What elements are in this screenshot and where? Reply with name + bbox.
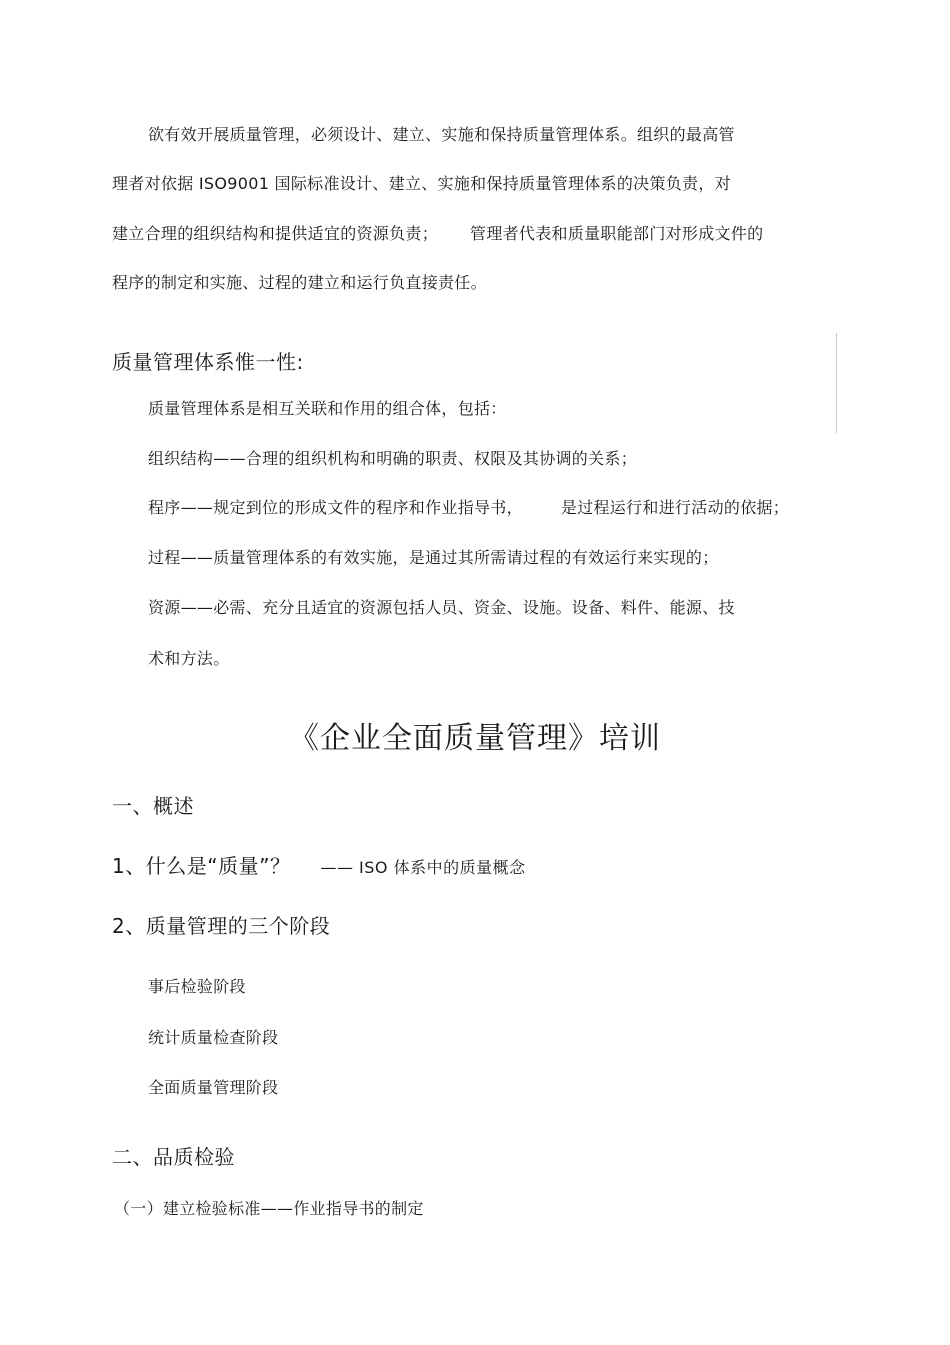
training-title: 《企业全面质量管理》培训 — [289, 721, 661, 756]
stage-item: 事后检验阶段 — [148, 977, 246, 996]
intro-line-2: 理者对依据 ISO9001 国际标准设计、建立、实施和保持质量管理体系的决策负责，对 — [112, 174, 731, 193]
stage-item: 统计质量检查阶段 — [148, 1028, 279, 1047]
item-procedure — [148, 498, 789, 518]
section-inspection: 二、品质检验 — [112, 1145, 235, 1169]
stage-item: 全面质量管理阶段 — [148, 1078, 279, 1097]
subsection-standard: （一）建立检验标准——作业指导书的制定 — [114, 1199, 424, 1218]
margin-rule — [836, 333, 837, 433]
item-organization: 组织结构——合理的组织机构和明确的职责、权限及其协调的关系； — [148, 449, 638, 468]
intro-line-3a: 建立合理的组织结构和提供适宜的资源负责； — [112, 224, 439, 243]
intro-line-4: 程序的制定和实施、过程的建立和运行负直接责任。 — [112, 273, 487, 292]
item-procedure-a: 程序——规定到位的形成文件的程序和作业指导书， — [148, 498, 523, 517]
intro-line-3 — [112, 224, 763, 244]
intro-line-3b: 管理者代表和质量职能部门对形成文件的 — [470, 224, 764, 243]
section-overview: 一、概述 — [112, 794, 194, 818]
item-procedure-b: 是过程运行和进行活动的依据； — [560, 498, 790, 517]
uniqueness-lead: 质量管理体系是相互关联和作用的组合体，包括： — [148, 399, 507, 418]
question-quality-b: —— ISO 体系中的质量概念 — [320, 858, 526, 877]
item-resource-2: 术和方法。 — [148, 649, 230, 668]
question-quality-a: 1、什么是“质量”？ — [112, 854, 291, 878]
question-stages: 2、质量管理的三个阶段 — [112, 914, 331, 938]
item-process: 过程——质量管理体系的有效实施，是通过其所需请过程的有效运行来实现的； — [148, 548, 719, 567]
question-quality — [112, 853, 526, 881]
uniqueness-heading: 质量管理体系惟一性: — [112, 350, 304, 374]
intro-line-1: 欲有效开展质量管理，必须设计、建立、实施和保持质量管理体系。组织的最高管 — [148, 125, 735, 144]
item-resource-1: 资源——必需、充分且适宜的资源包括人员、资金、设施。设备、料件、能源、技 — [148, 598, 735, 617]
